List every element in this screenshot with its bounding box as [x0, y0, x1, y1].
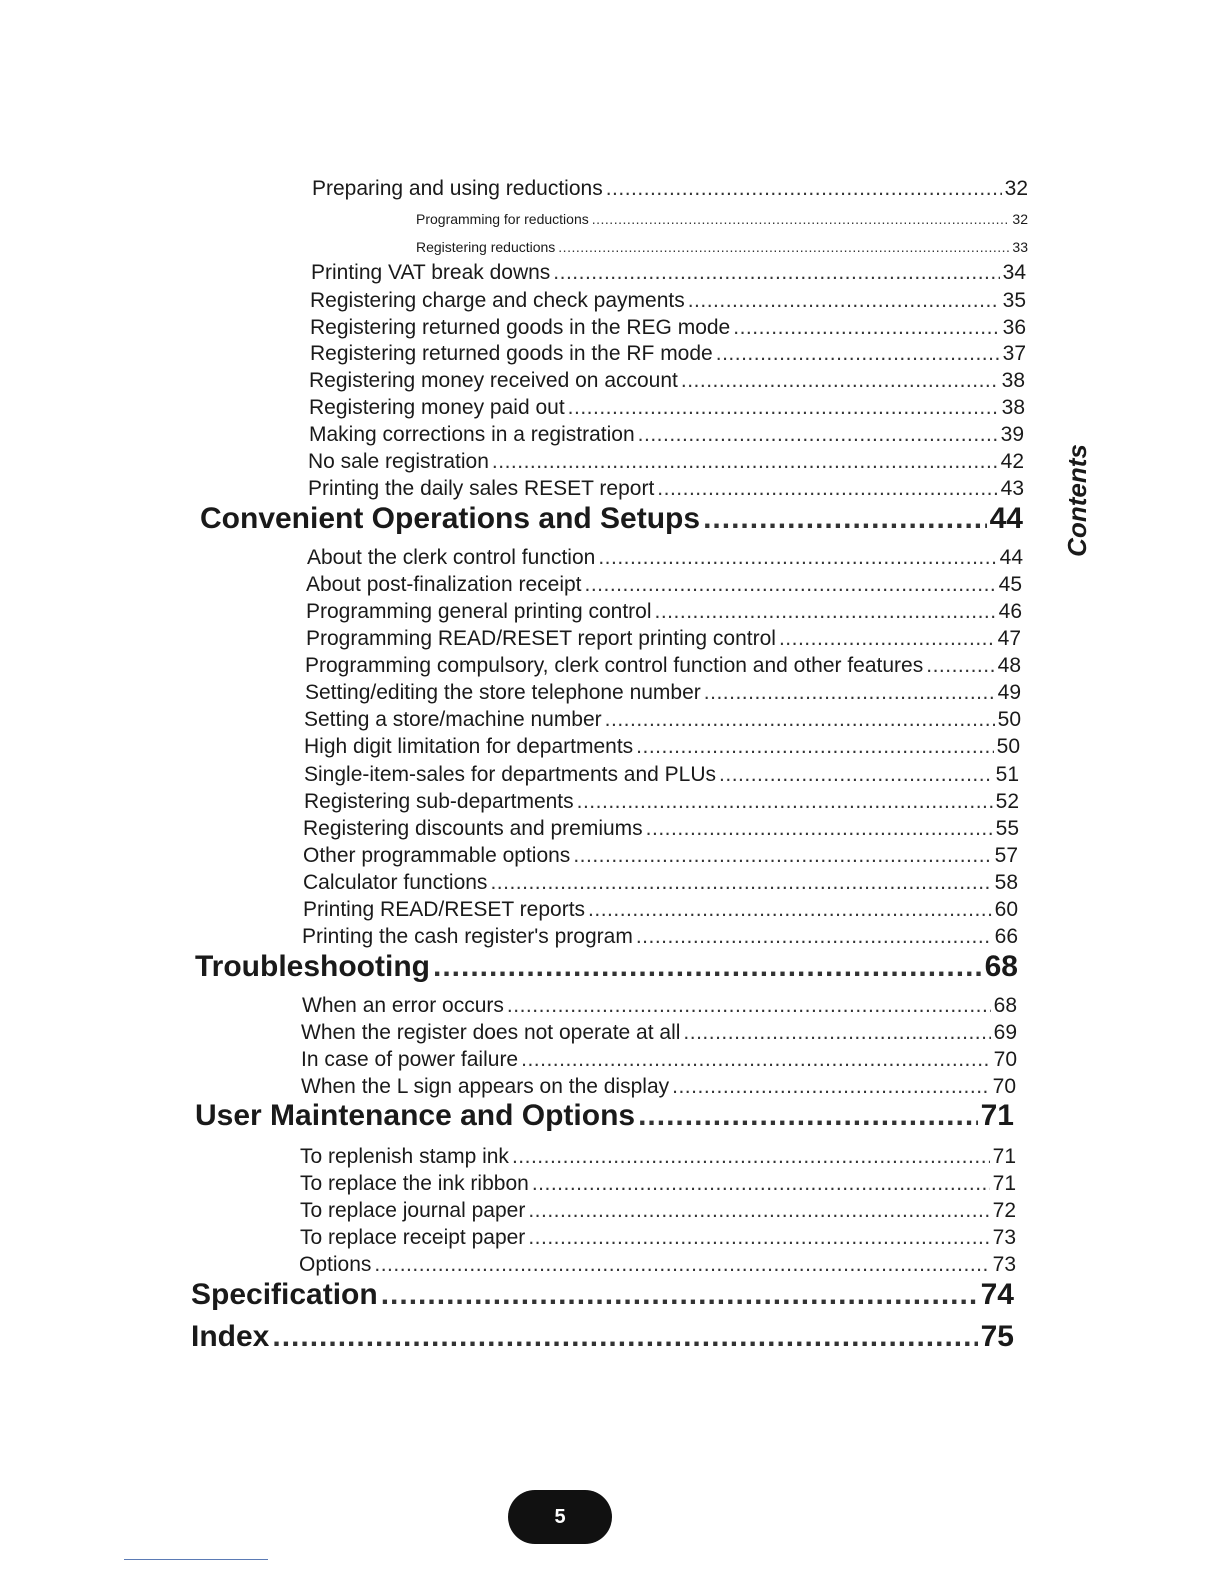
- toc-entry-title: To replace journal paper: [300, 1199, 526, 1222]
- toc-entry: [300, 1146, 1016, 1167]
- dot-leader: [681, 370, 999, 391]
- toc-entry-page: 71: [992, 1172, 1016, 1195]
- toc-section: [195, 952, 1018, 982]
- toc-entry: [306, 628, 1021, 649]
- toc-entry-page: 50: [996, 735, 1020, 758]
- dot-leader: [492, 451, 998, 472]
- toc-entry: [309, 397, 1025, 418]
- dot-leader: [704, 682, 995, 703]
- toc-entry: [303, 899, 1018, 920]
- toc-entry-title: Options: [299, 1253, 372, 1276]
- toc-entry-page: 50: [997, 708, 1021, 731]
- toc-entry-title: In case of power failure: [301, 1048, 519, 1071]
- toc-entry-title: Registering returned goods in the RF mode: [310, 342, 713, 365]
- toc-entry: [308, 478, 1024, 499]
- toc-entry: [304, 764, 1019, 785]
- toc-entry-page: 37: [1002, 342, 1026, 365]
- toc-entry-title: When the register does not operate at all: [301, 1021, 681, 1044]
- toc-entry-page: 35: [1002, 289, 1026, 312]
- dot-leader: [592, 212, 1010, 226]
- toc-entry-title: To replace receipt paper: [300, 1226, 526, 1249]
- page-number-badge: [508, 1490, 612, 1544]
- toc-entry-page: 38: [1001, 396, 1025, 419]
- toc-entry-page: 71: [980, 1099, 1014, 1132]
- toc-entry-page: 36: [1002, 316, 1026, 339]
- toc-entry: [309, 424, 1024, 445]
- toc-entry-page: 44: [999, 546, 1023, 569]
- toc-entry-title: Printing the daily sales RESET report: [308, 477, 655, 500]
- toc-entry-page: 44: [989, 502, 1023, 535]
- dot-leader: [490, 872, 991, 893]
- dot-leader: [606, 178, 1002, 199]
- toc-entry: [304, 791, 1019, 812]
- toc-entry-title: Programming compulsory, clerk control function and other features: [305, 654, 924, 677]
- toc-section: [195, 1101, 1014, 1131]
- dot-leader: [598, 547, 996, 568]
- toc-entry-page: 47: [997, 627, 1021, 650]
- toc-entry: [306, 601, 1022, 622]
- toc-entry-title: Programming for reductions: [416, 211, 589, 227]
- toc-entry-title: Other programmable options: [303, 844, 571, 867]
- toc-entry-page: 32: [1004, 177, 1028, 200]
- toc-entry-page: 34: [1002, 261, 1026, 284]
- toc-entry-title: Registering reductions: [416, 239, 556, 255]
- toc-entry-page: 39: [1000, 423, 1024, 446]
- dot-leader: [779, 628, 995, 649]
- toc-entry-title: Registering money paid out: [309, 396, 565, 419]
- dot-leader: [588, 899, 992, 920]
- toc-entry: [302, 995, 1017, 1016]
- dot-leader: [703, 504, 987, 534]
- toc-entry: [305, 655, 1021, 676]
- toc-entry-page: 68: [993, 994, 1017, 1017]
- toc-entry: [304, 736, 1020, 757]
- toc-entry: [303, 845, 1018, 866]
- toc-entry-page: 55: [995, 817, 1019, 840]
- bottom-rule: [124, 1559, 268, 1560]
- toc-entry-page: 69: [993, 1021, 1017, 1044]
- toc-entry-title: Making corrections in a registration: [309, 423, 635, 446]
- toc-entry-title: To replace the ink ribbon: [300, 1172, 529, 1195]
- toc-entry-page: 48: [997, 654, 1021, 677]
- toc-entry-title: Preparing and using reductions: [312, 177, 603, 200]
- toc-entry-page: 43: [1000, 477, 1024, 500]
- toc-entry-page: 75: [980, 1320, 1014, 1353]
- toc-entry: [304, 709, 1021, 730]
- toc-entry-page: 74: [980, 1278, 1014, 1311]
- toc-section: [200, 504, 1023, 534]
- dot-leader: [657, 478, 997, 499]
- toc-entry-page: 32: [1012, 211, 1028, 227]
- toc-entry: [299, 1254, 1016, 1275]
- toc-entry-title: When an error occurs: [302, 994, 504, 1017]
- toc-entry-title: When the L sign appears on the display: [301, 1075, 670, 1098]
- dot-leader: [655, 601, 996, 622]
- toc-entry: [311, 262, 1026, 283]
- toc-entry: [300, 1200, 1016, 1221]
- toc-entry: [301, 1049, 1017, 1070]
- toc-entry-title: Registering returned goods in the REG mode: [310, 316, 731, 339]
- dot-leader: [558, 240, 1009, 254]
- toc-entry-title: About post-finalization receipt: [306, 573, 582, 596]
- dot-leader: [646, 818, 993, 839]
- toc-entry-title: Convenient Operations and Setups: [200, 502, 701, 535]
- toc-entry: [302, 926, 1018, 947]
- toc-entry-page: 58: [994, 871, 1018, 894]
- toc-entry: [310, 317, 1026, 338]
- toc-entry: [307, 547, 1023, 568]
- toc-entry: [309, 370, 1025, 391]
- dot-leader: [688, 290, 1000, 311]
- toc-entry: [306, 574, 1022, 595]
- dot-leader: [568, 397, 999, 418]
- toc-entry-page: 42: [1000, 450, 1024, 473]
- toc-entry-title: Calculator functions: [303, 871, 488, 894]
- toc-entry-title: User Maintenance and Options: [195, 1099, 636, 1132]
- toc-entry-title: Printing VAT break downs: [311, 261, 551, 284]
- toc-entry-page: 68: [984, 950, 1018, 983]
- toc-entry-title: About the clerk control function: [307, 546, 596, 569]
- toc-entry: [305, 682, 1021, 703]
- toc-entry: [303, 872, 1018, 893]
- dot-leader: [636, 736, 993, 757]
- dot-leader: [636, 926, 992, 947]
- dot-leader: [683, 1022, 990, 1043]
- toc-entry-title: Printing READ/RESET reports: [303, 898, 586, 921]
- toc-entry-page: 73: [992, 1226, 1016, 1249]
- toc-entry: [303, 818, 1019, 839]
- dot-leader: [638, 424, 998, 445]
- dot-leader: [719, 764, 993, 785]
- dot-leader: [528, 1227, 989, 1248]
- toc-entry-title: Registering sub-departments: [304, 790, 574, 813]
- toc-entry-title: Troubleshooting: [195, 950, 430, 983]
- dot-leader: [733, 317, 999, 338]
- side-tab-label: Contents: [1061, 443, 1092, 557]
- toc-entry-page: 70: [992, 1075, 1016, 1098]
- dot-leader: [553, 262, 999, 283]
- toc-entry-title: Programming READ/RESET report printing control: [306, 627, 776, 650]
- toc-entry: [300, 1173, 1016, 1194]
- toc-entry-title: Printing the cash register's program: [302, 925, 633, 948]
- toc-entry-page: 46: [998, 600, 1022, 623]
- toc-entry-title: Registering charge and check payments: [310, 289, 685, 312]
- toc-entry-page: 72: [992, 1199, 1016, 1222]
- toc-entry-page: 51: [995, 763, 1019, 786]
- toc-entry-page: 38: [1001, 369, 1025, 392]
- toc-entry-title: Index: [191, 1320, 270, 1353]
- toc-entry-title: High digit limitation for departments: [304, 735, 634, 758]
- toc-entry-title: No sale registration: [308, 450, 489, 473]
- toc-entry: [310, 290, 1026, 311]
- toc-entry: [300, 1227, 1016, 1248]
- page-number: 5: [554, 1505, 566, 1528]
- toc-entry-title: Registering discounts and premiums: [303, 817, 643, 840]
- toc-entry-title: Specification: [191, 1278, 378, 1311]
- dot-leader: [507, 995, 991, 1016]
- dot-leader: [573, 845, 991, 866]
- toc-entry-title: Single-item-sales for departments and PLUs: [304, 763, 717, 786]
- dot-leader: [521, 1049, 991, 1070]
- toc-entry-page: 52: [995, 790, 1019, 813]
- toc-entry-page: 57: [994, 844, 1018, 867]
- contents-side-tab: [1047, 440, 1107, 560]
- toc-entry: [416, 212, 1028, 226]
- dot-leader: [926, 655, 994, 676]
- toc-section: [191, 1322, 1014, 1352]
- toc-entry-title: To replenish stamp ink: [300, 1145, 509, 1168]
- dot-leader: [672, 1076, 990, 1097]
- toc-entry: [301, 1076, 1016, 1097]
- toc-entry-page: 33: [1012, 239, 1028, 255]
- dot-leader: [528, 1200, 989, 1221]
- dot-leader: [381, 1280, 978, 1310]
- toc-entry-page: 70: [993, 1048, 1017, 1071]
- dot-leader: [272, 1322, 977, 1352]
- toc-entry-page: 49: [997, 681, 1021, 704]
- toc-entry-page: 71: [992, 1145, 1016, 1168]
- dot-leader: [638, 1101, 978, 1131]
- dot-leader: [605, 709, 995, 730]
- toc-entry-title: Setting/editing the store telephone number: [305, 681, 701, 704]
- toc-entry-page: 66: [994, 925, 1018, 948]
- dot-leader: [716, 343, 1000, 364]
- toc-entry: [312, 178, 1028, 199]
- toc-entry: [416, 240, 1028, 254]
- toc-entry-page: 45: [998, 573, 1022, 596]
- toc-entry-title: Registering money received on account: [309, 369, 678, 392]
- toc-entry-title: Setting a store/machine number: [304, 708, 602, 731]
- toc-entry: [310, 343, 1026, 364]
- toc-entry: [301, 1022, 1017, 1043]
- toc-entry-page: 60: [994, 898, 1018, 921]
- dot-leader: [532, 1173, 990, 1194]
- dot-leader: [512, 1146, 990, 1167]
- dot-leader: [433, 952, 982, 982]
- toc-entry: [308, 451, 1024, 472]
- dot-leader: [577, 791, 993, 812]
- toc-entry-title: Programming general printing control: [306, 600, 652, 623]
- dot-leader: [374, 1254, 989, 1275]
- dot-leader: [585, 574, 996, 595]
- toc-entry-page: 73: [992, 1253, 1016, 1276]
- toc-section: [191, 1280, 1014, 1310]
